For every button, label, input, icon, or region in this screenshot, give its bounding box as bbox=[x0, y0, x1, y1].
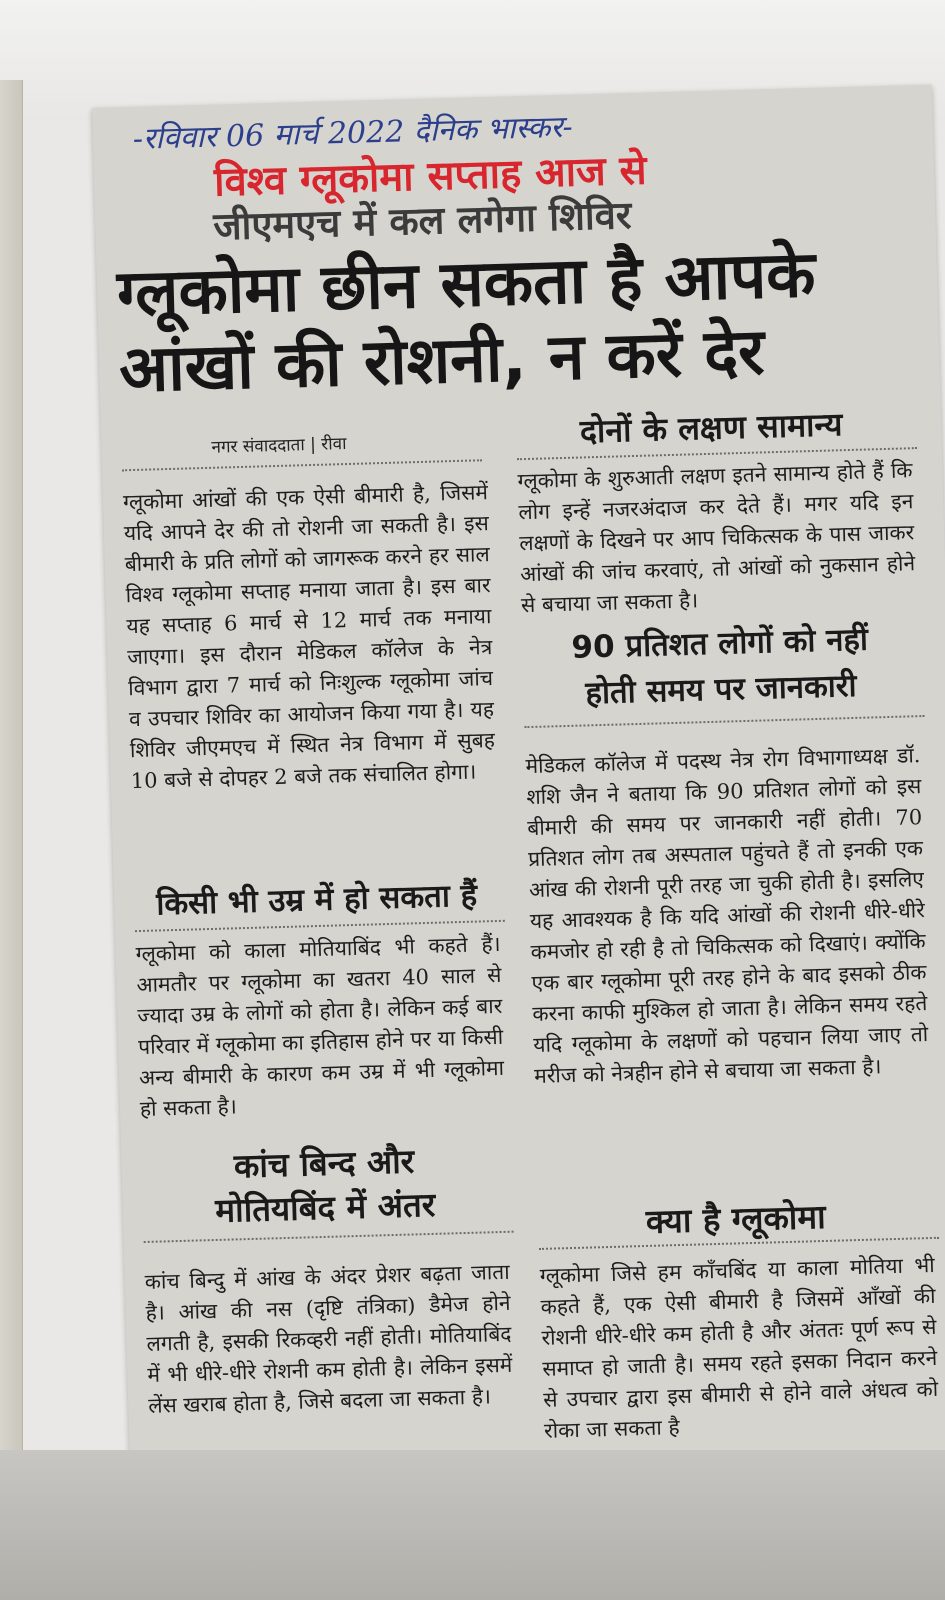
left-subhead-any-age: किसी भी उम्र में हो सकता हैं bbox=[155, 877, 478, 923]
adjacent-paper-edge bbox=[0, 80, 23, 1500]
kicker-gray: जीएमएच में कल लगेगा शिविर bbox=[212, 192, 632, 249]
headline-line-1: ग्लूकोमा छीन सकता है आपके bbox=[116, 237, 817, 332]
right-subhead-ninety-percent-line-1: 90 प्रतिशत लोगों को नहीं bbox=[571, 621, 869, 666]
left-paragraph-2: ग्लूकोमा को काला मोतियाबिंद भी कहते हैं। आमतौर पर ग्लूकोमा का खतरा 40 साल से ज्यादा उम्र के लोगों को होता है। लेकिन कई बार परिवार में ग्लूकोमा का इतिहास होने पर या किसी अन्य बीमारी के कारण कम उम्र में भी ग्लूकोमा हो सकता है। bbox=[135, 931, 505, 1122]
right-subhead-ninety-percent-line-2: होती समय पर जानकारी bbox=[584, 667, 857, 712]
right-divider-2 bbox=[524, 715, 924, 728]
left-paragraph-3: कांच बिन्दु में आंख के अंदर प्रेशर बढ़ता जाता है। आंख की नस (दृष्टि तंत्रिका) डैमेज होने लगती है, इसकी रिकव्हरी नहीं होती। मोतियाबिंद में भी धीरे-धीरे रोशनी कम होती है। लेकिन इसमें लेंस खराब होता है, जिसे बदला जा सकता है। bbox=[144, 1259, 513, 1418]
main-headline bbox=[116, 235, 930, 409]
handwritten-date-note: -रविवार 06 मार्च 2022 दैनिक भास्कर- bbox=[132, 109, 574, 157]
kicker-red: विश्व ग्लूकोमा सप्ताह आज से bbox=[213, 147, 648, 206]
right-paragraph-2: मेडिकल कॉलेज में पदस्थ नेत्र रोग विभागाध्यक्ष डॉ. शशि जैन ने बताया कि 90 प्रतिशत लोगों को इस बीमारी की समय पर जानकारी नहीं होती। 70 प्रतिशत लोग तब अस्पताल पहुंचते हैं तो इनकी एक आंख की रोशनी पूरी तरह जा चुकी होती है। इसलिए यह आवश्यक है कि यदि आंखों की रोशनी धीरे-धीरे कमजोर हो रही है तो चिकित्सक को दिखाएं। क्योंकि एक बार ग्लूकोमा पूरी तरह होने के बाद इसको ठीक करना काफी मुश्किल हो जाता है। लेकिन समय रहते यदि ग्लूकोमा के लक्षणों को पहचान लिया जाए तो मरीज को नेत्रहीन होने से बचाया जा सकता है। bbox=[525, 743, 929, 1089]
right-paragraph-1: ग्लूकोमा के शुरुआती लक्षण इतने सामान्य होते हैं कि लोग इन्हें नजरअंदाज कर देते हैं। मगर यदि इन लक्षणों के दिखने पर आप चिकित्सक के पास जाकर आंखों की जांच करवाएं, तो आंखों को नुकसान होने से बचाया जा सकता है। bbox=[517, 458, 916, 618]
table-surface-shadow bbox=[0, 1450, 945, 1600]
right-subhead-ninety-percent bbox=[522, 615, 919, 718]
left-intro-paragraph: ग्लूकोमा आंखों की एक ऐसी बीमारी है, जिसमें यदि आपने देर की तो रोशनी जा सकती है। इस बीमारी के प्रति लोगों को जागरूक करने हर साल विश्व ग्लूकोमा सप्ताह मनाया जाता है। इस बार यह सप्ताह 6 मार्च से 12 मार्च तक मनाया जाएगा। इस दौरान मेडिकल कॉलेज के नेत्र विभाग द्वारा 7 मार्च को निःशुल्क ग्लूकोमा जांच व उपचार शिविर का आयोजन किया गया है। यह शिविर जीएमएच में स्थित नेत्र विभाग में सुबह 10 बजे से दोपहर 2 बजे तक संचालित होगा। bbox=[122, 480, 496, 794]
left-subhead-difference-line-1: कांच बिन्द और bbox=[233, 1141, 415, 1186]
left-subhead-difference bbox=[141, 1137, 508, 1235]
left-subhead-difference-line-2: मोतियबिंद में अंतर bbox=[214, 1184, 436, 1230]
byline: नगर संवाददाता | रीवा bbox=[211, 434, 347, 458]
headline-line-2: आंखों की रोशनी, न करें देर bbox=[118, 314, 766, 407]
left-divider-1 bbox=[122, 459, 482, 471]
newspaper-clipping bbox=[92, 85, 945, 1508]
right-subhead-what-is-glaucoma: क्या है ग्लूकोमा bbox=[645, 1196, 827, 1241]
right-subhead-symptoms: दोनों के लक्षण सामान्य bbox=[579, 405, 843, 451]
right-paragraph-3: ग्लूकोमा जिसे हम काँचबिंद या काला मोतिया भी कहते हैं, एक ऐसी बीमारी है जिसमें आँखों की रोशनी धीरे-धीरे कम होती है और अंततः पूर्ण रूप से समाप्त हो जाती है। समय रहते इसका निदान करने से उपचार द्वारा इस बीमारी से होने वाले अंधत्व को रोका जा सकता है bbox=[539, 1252, 939, 1443]
